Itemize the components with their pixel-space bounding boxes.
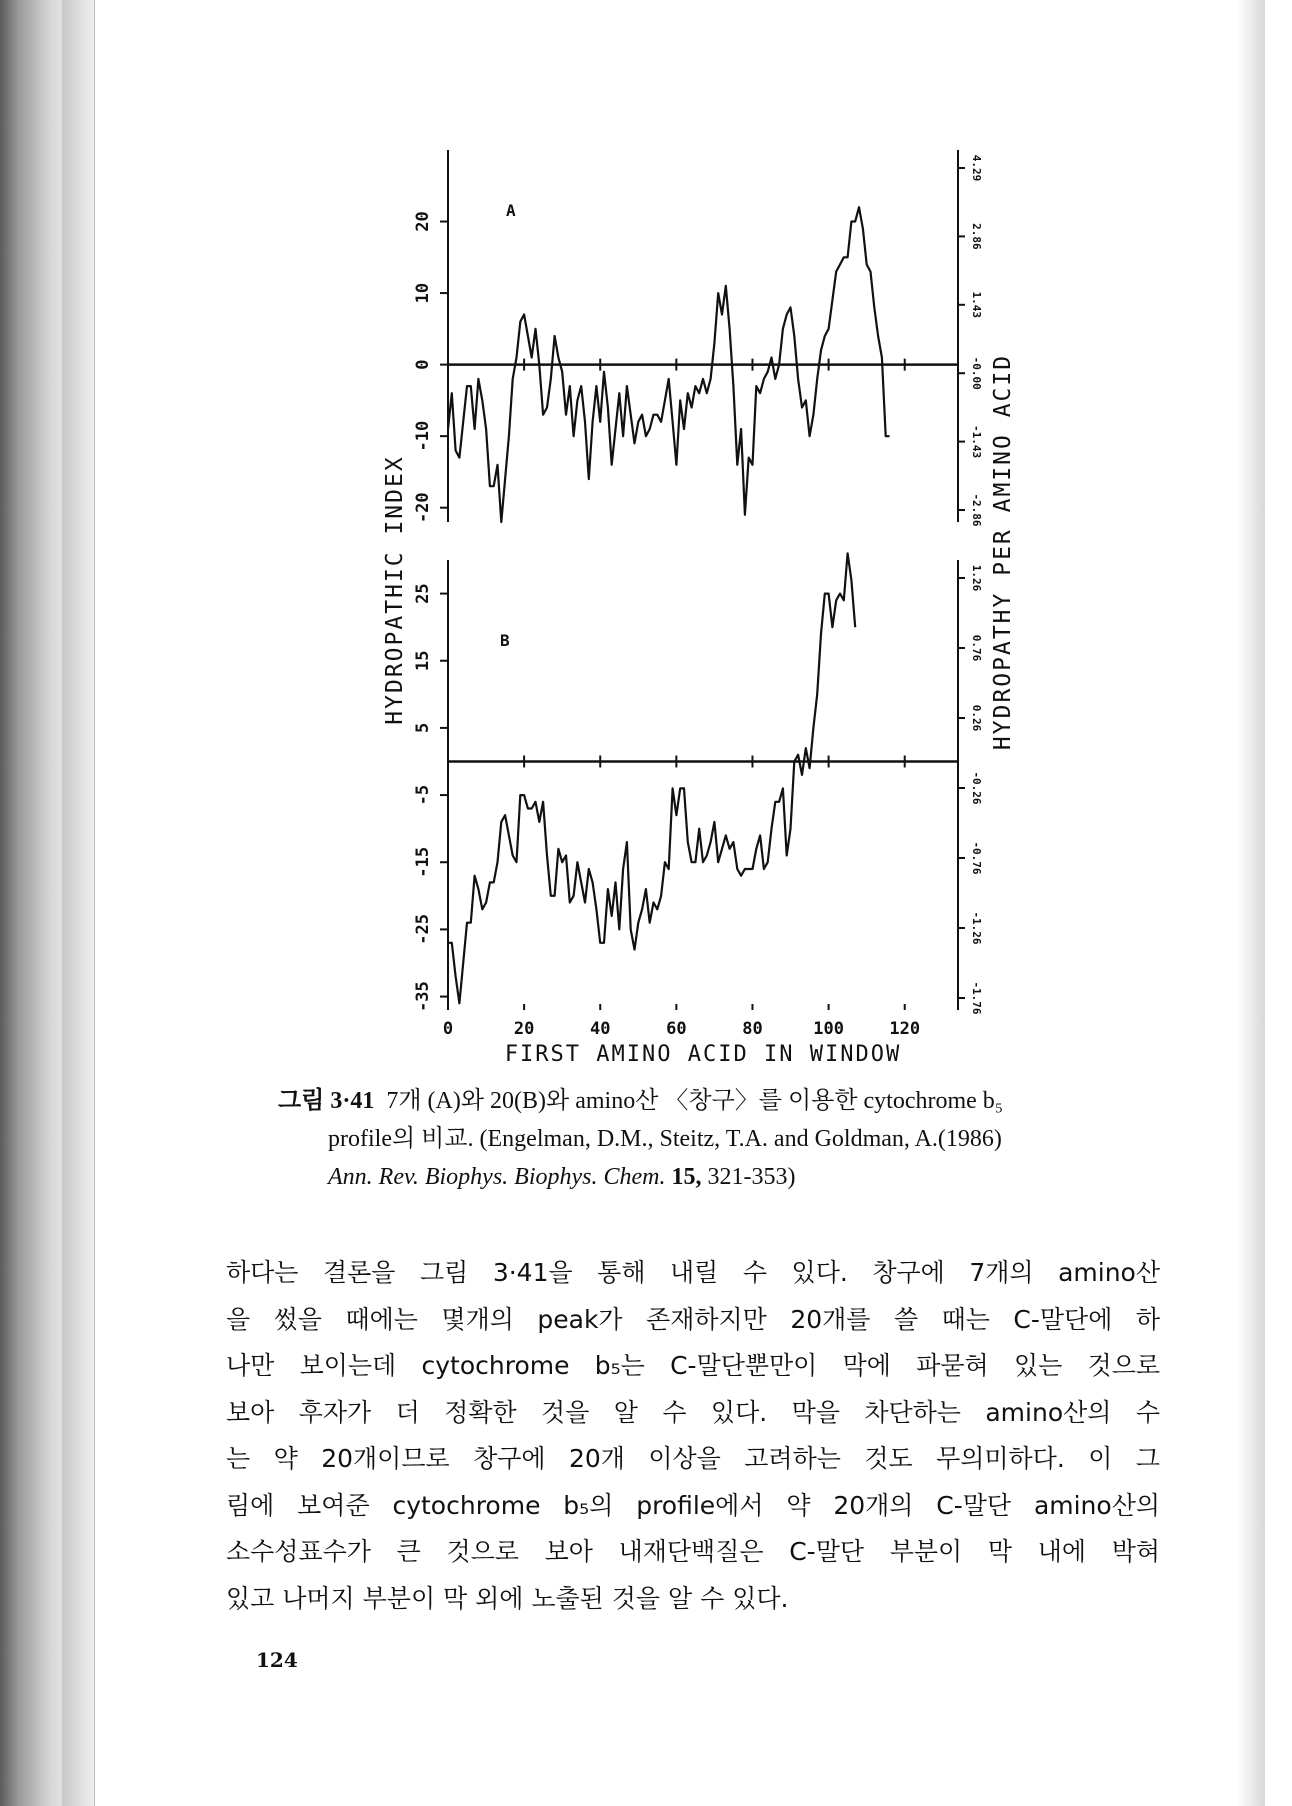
caption-pages: 321-353) <box>707 1164 796 1190</box>
right-tick-label: -1.76 <box>970 981 983 1015</box>
left-tick-label: -20 <box>413 492 433 524</box>
right-tick-label: -0.26 <box>970 771 983 805</box>
caption-volume: 15, <box>671 1164 702 1190</box>
right-tick-label: 2.86 <box>970 223 983 250</box>
figure-label: 그림 3·41 <box>278 1088 375 1114</box>
left-tick-label: -35 <box>413 981 433 1012</box>
body-line: 을 썼을 때에는 몇개의 peak가 존재하지만 20개를 쓸 때는 C-말단에 하 <box>226 1304 1160 1334</box>
x-axis-label: FIRST AMINO ACID IN WINDOW <box>504 1042 902 1067</box>
caption-journal: Ann. Rev. Biophys. Biophys. Chem. <box>328 1164 666 1190</box>
x-tick-label: 80 <box>742 1019 763 1039</box>
right-tick-label: -0.76 <box>970 841 983 875</box>
left-tick-label: 10 <box>413 282 433 304</box>
body-line: 있고 나머지 부분이 막 외에 노출된 것을 알 수 있다. <box>226 1583 789 1613</box>
caption-line-2: profile의 비교. (Engelman, D.M., Steitz, T.A. and Goldman, A.(1986) <box>328 1126 1002 1152</box>
left-axis-label: HYDROPATHIC INDEX <box>382 455 408 725</box>
body-line: 하다는 결론을 그림 3·41을 통해 내릴 수 있다. 창구에 7개의 amino산 <box>226 1258 1160 1287</box>
right-tick-label: 1.26 <box>970 564 983 592</box>
x-tick-label: 0 <box>442 1019 454 1039</box>
x-tick-label: 20 <box>513 1019 535 1039</box>
right-axis-label: HYDROPATHY PER AMINO ACID <box>990 353 1016 751</box>
left-tick-label: -5 <box>413 784 433 806</box>
figure-caption <box>278 1082 1158 1196</box>
left-tick-label: -25 <box>413 914 433 945</box>
right-tick-label: -1.43 <box>970 425 983 459</box>
x-tick-label: 100 <box>813 1019 844 1039</box>
right-tick-label: 4.29 <box>970 154 983 182</box>
right-tick-label: 0.76 <box>970 634 983 662</box>
x-tick-label: 40 <box>589 1019 611 1039</box>
right-tick-label: 1.43 <box>970 291 983 319</box>
left-tick-label: -10 <box>413 420 433 452</box>
caption-line-1: 7개 (A)와 20(B)와 amino산 〈창구〉를 이용한 cytochrome b₅ <box>386 1088 1004 1114</box>
page-number: 124 <box>256 1648 298 1672</box>
body-line: 는 약 20개이므로 창구에 20개 이상을 고려하는 것도 무의미하다. 이 그 <box>226 1444 1160 1473</box>
left-tick-label: 0 <box>413 359 433 370</box>
left-tick-label: 15 <box>413 650 433 671</box>
body-line: 보아 후자가 더 정확한 것을 알 수 있다. 막을 차단하는 amino산의 수 <box>226 1397 1160 1427</box>
x-tick-label: 60 <box>666 1019 687 1039</box>
panel-label-B: B <box>500 631 510 650</box>
page-edge <box>62 0 94 1806</box>
right-tick-label: -0.00 <box>970 356 983 390</box>
left-tick-label: 20 <box>413 211 433 232</box>
page-shadow <box>1237 0 1265 1806</box>
body-paragraph <box>226 1250 1160 1622</box>
x-tick-label: 120 <box>889 1019 921 1039</box>
right-tick-label: -2.86 <box>970 493 983 527</box>
right-tick-label: -1.26 <box>970 911 983 945</box>
body-line: 림에 보여준 cytochrome b₅의 profile에서 약 20개의 C-말단 amino산의 <box>226 1490 1160 1520</box>
left-tick-label: 5 <box>413 722 433 734</box>
left-tick-label: -15 <box>413 846 433 878</box>
right-tick-label: 0.26 <box>970 704 983 732</box>
panel-label-A: A <box>506 201 516 220</box>
body-line: 나만 보이는데 cytochrome b₅는 C-말단뿐만이 막에 파묻혀 있는 것으로 <box>226 1351 1160 1380</box>
left-tick-label: 25 <box>413 583 433 604</box>
body-line: 소수성표수가 큰 것으로 보아 내재단백질은 C-말단 부분이 막 내에 박혀 <box>226 1537 1160 1566</box>
